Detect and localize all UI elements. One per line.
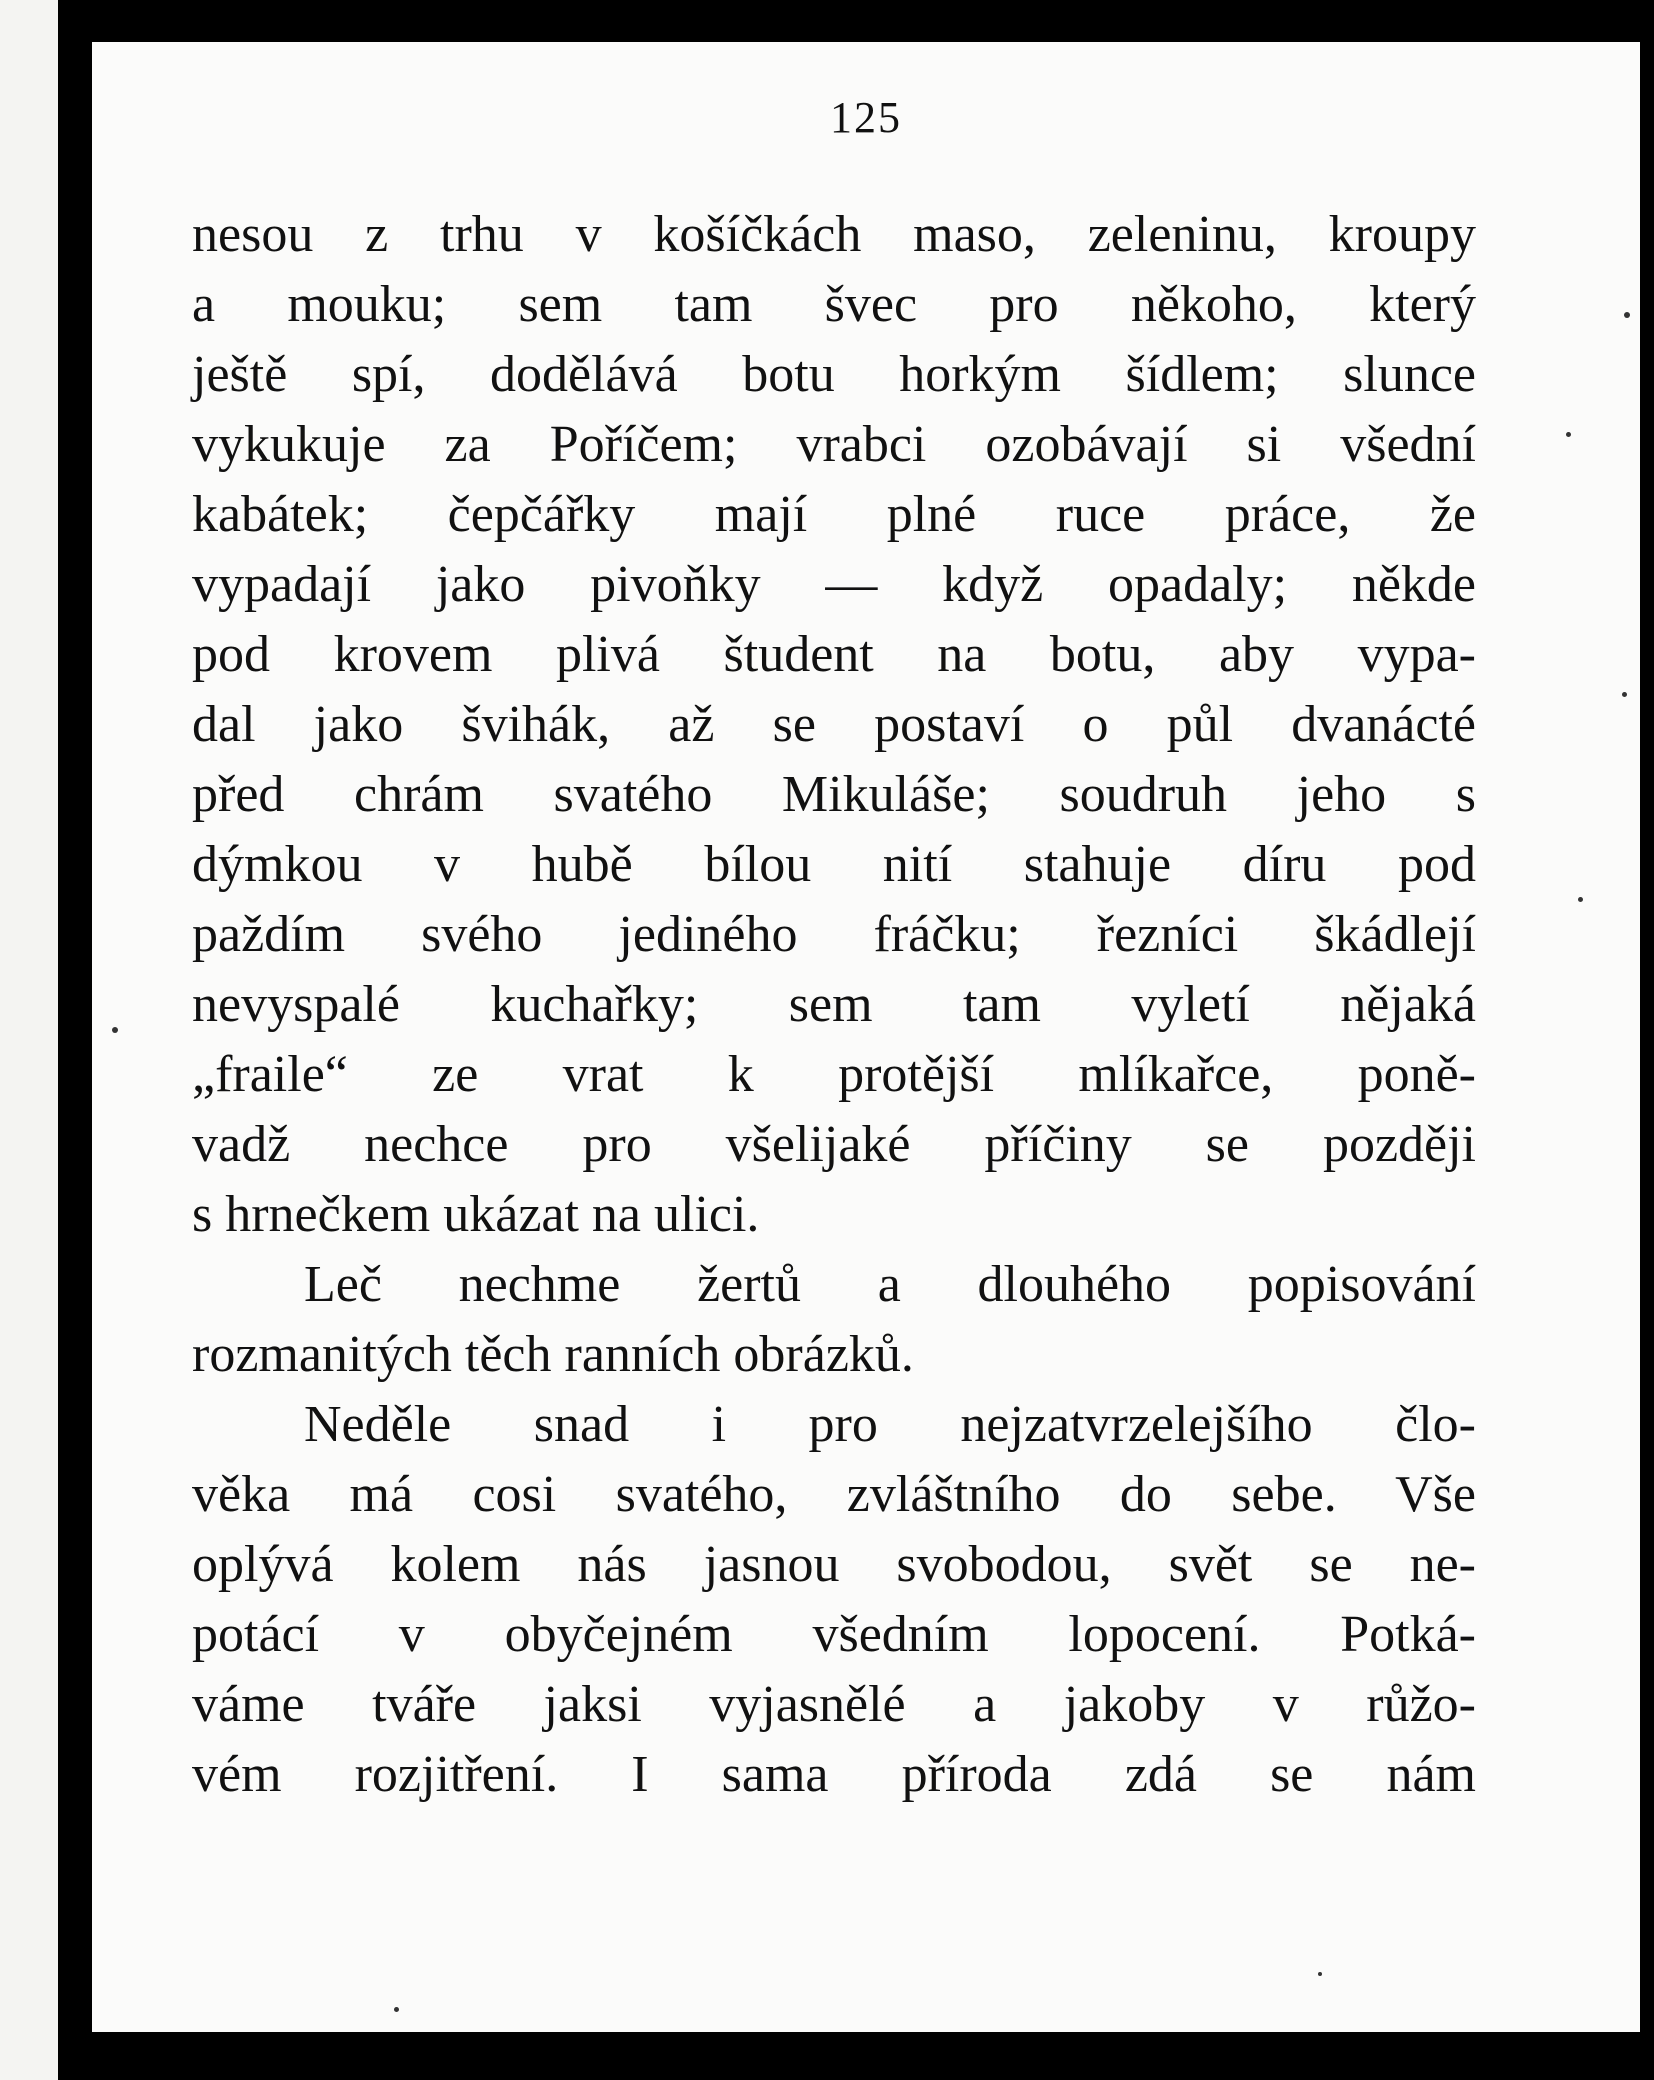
text-line: vypadají jako pivoňky — když opadaly; někde — [192, 556, 1476, 613]
page-text — [192, 200, 1476, 1810]
text-line: vadž nechce pro všelijaké příčiny se později — [192, 1116, 1476, 1173]
text-line: dal jako švihák, až se postaví o půl dvanácté — [192, 696, 1476, 753]
text-line: a mouku; sem tam švec pro někoho, který — [192, 276, 1476, 333]
text-line: potácí v obyčejném všedním lopocení. Potká- — [192, 1606, 1476, 1663]
text-line: pod krovem plivá študent na botu, aby vypa- — [192, 626, 1476, 683]
text-line: oplývá kolem nás jasnou svobodou, svět se ne- — [192, 1536, 1476, 1593]
text-line: vykukuje za Poříčem; vrabci ozobávají si všední — [192, 416, 1476, 473]
text-line: před chrám svatého Mikuláše; soudruh jeho s — [192, 766, 1476, 823]
text-line: vém rozjitření. I sama příroda zdá se nám — [192, 1746, 1476, 1803]
dust-speck — [112, 1027, 118, 1033]
page-number: 125 — [830, 93, 902, 142]
paragraph-end-line: rozmanitých těch ranních obrázků. — [192, 1326, 914, 1383]
book-page — [92, 42, 1640, 2032]
dust-speck — [1578, 897, 1583, 902]
text-line: váme tváře jaksi vyjasnělé a jakoby v růžo- — [192, 1676, 1476, 1733]
dust-speck — [394, 2007, 399, 2012]
text-line: nevyspalé kuchařky; sem tam vyletí nějaká — [192, 976, 1476, 1033]
text-line: paždím svého jediného fráčku; řezníci škádlejí — [192, 906, 1476, 963]
text-line: věka má cosi svatého, zvláštního do sebe. Vše — [192, 1466, 1476, 1523]
text-line: „fraile“ ze vrat k protější mlíkařce, poně- — [192, 1046, 1476, 1103]
text-line: nesou z trhu v košíčkách maso, zeleninu, kroupy — [192, 206, 1476, 263]
page-gutter-shadow — [58, 0, 92, 2080]
paragraph-start-line: Leč nechme žertů a dlouhého popisování — [304, 1256, 1476, 1313]
dust-speck — [1566, 432, 1571, 437]
dust-speck — [1624, 312, 1630, 318]
dust-speck — [1318, 1972, 1322, 1976]
text-line: dýmkou v hubě bílou nití stahuje díru pod — [192, 836, 1476, 893]
text-line: ještě spí, dodělává botu horkým šídlem; slunce — [192, 346, 1476, 403]
text-line: kabátek; čepčářky mají plné ruce práce, že — [192, 486, 1476, 543]
paragraph-end-line: s hrnečkem ukázat na ulici. — [192, 1186, 760, 1243]
paragraph-start-line: Neděle snad i pro nejzatvrzelejšího člo- — [304, 1396, 1476, 1453]
dust-speck — [1622, 692, 1627, 697]
facing-page-edge — [0, 0, 58, 2080]
